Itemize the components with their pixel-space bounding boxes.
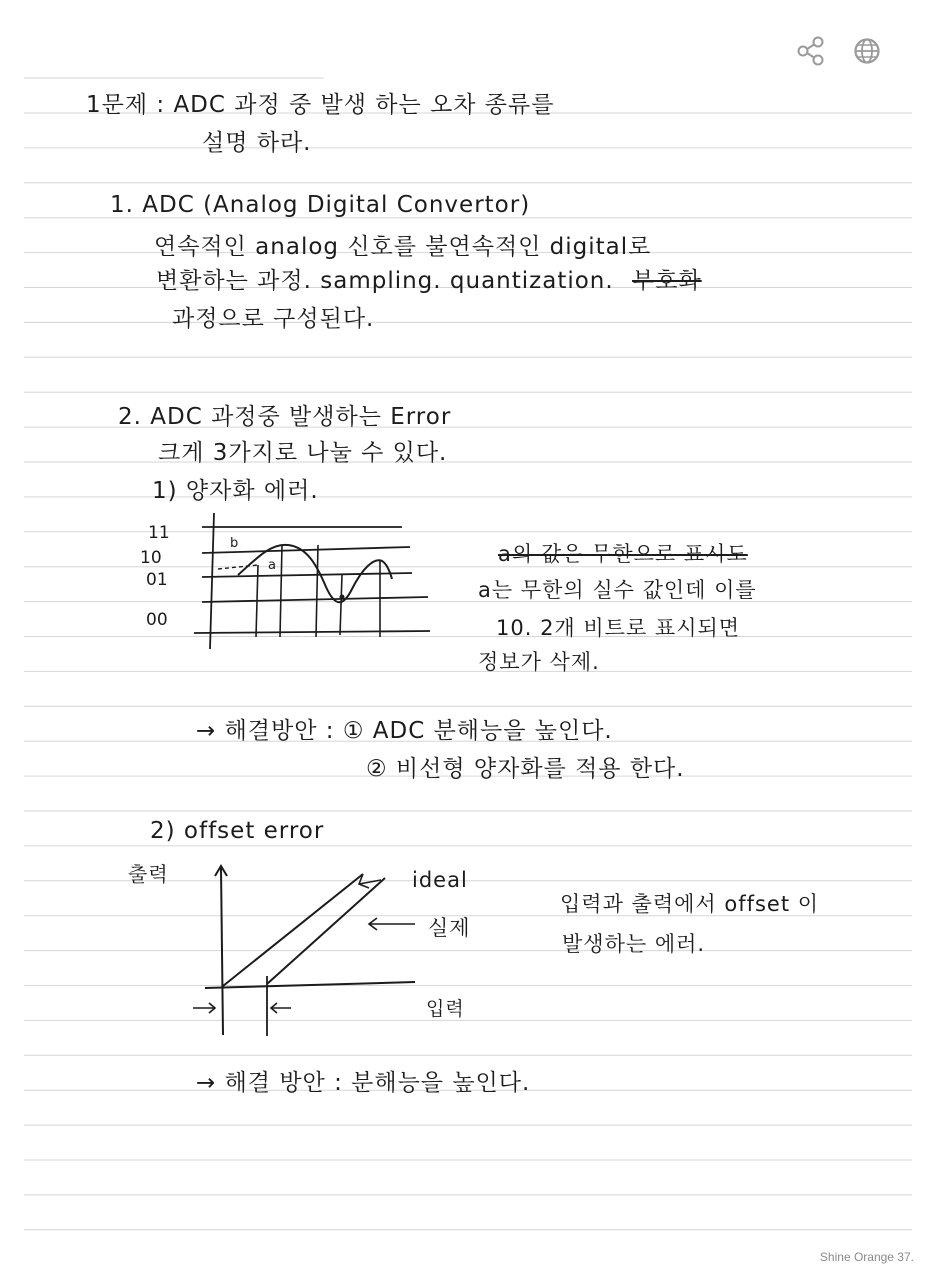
error-1-fix-2: ② 비선형 양자화를 적용 한다.: [366, 756, 685, 782]
quant-level-a: [202, 597, 428, 602]
error-1-fix-1: → 해결방안 : ① ADC 분해능을 높인다.: [196, 718, 613, 744]
error-1-note-strike: a의 값은 무한으로 표시도: [498, 542, 748, 566]
label-actual: 실제: [428, 916, 471, 940]
toolbar: [796, 36, 882, 66]
ideal-line: [223, 874, 363, 986]
question-line-2: 설명 하라.: [202, 130, 312, 156]
sample-line-3: [280, 545, 282, 637]
error-2-note-line-1: 입력과 출력에서 offset 이: [560, 892, 820, 916]
offset-arrow-right: [271, 1003, 291, 1013]
y-axis: [221, 868, 223, 1035]
share-button[interactable]: [796, 36, 826, 66]
section-1-line-3: [156, 262, 702, 295]
sample-line-5: [340, 575, 342, 635]
mark-b: b: [230, 536, 239, 551]
error-2-fix: → 해결 방안 : 분해능을 높인다.: [196, 1070, 531, 1096]
code-label-11: 11: [148, 523, 170, 543]
offset-arrow-left: [193, 1003, 215, 1013]
quant-level-00: [194, 631, 430, 633]
axis-label-output: 출력: [128, 862, 169, 886]
section-2-title: 2. ADC 과정중 발생하는 Error: [118, 404, 452, 430]
globe-icon: [853, 37, 881, 65]
share-icon: [797, 36, 825, 66]
question-line-1: 1문제 : ADC 과정 중 발생 하는 오차 종류를: [86, 92, 555, 118]
label-ideal: ideal: [412, 868, 468, 892]
error-1-note-line-2: a는 무한의 실수 값인데 이를: [478, 578, 757, 602]
quantization-sketch: [130, 505, 430, 655]
section-1-line-3-text: 변환하는 과정. sampling. quantization.: [156, 268, 614, 294]
x-axis: [205, 982, 415, 988]
axis-label-input: 입력: [426, 998, 465, 1020]
section-1-line-4: 과정으로 구성된다.: [172, 306, 375, 332]
mark-a: a: [268, 558, 276, 573]
footer-brand: Shine Orange 37.: [819, 1250, 914, 1264]
code-label-00: 00: [146, 610, 168, 630]
section-1-title: 1. ADC (Analog Digital Convertor): [110, 192, 531, 218]
code-label-01: 01: [146, 570, 168, 590]
error-1-title: 1) 양자화 에러.: [152, 478, 319, 504]
error-1-note-line-3: 10. 2개 비트로 표시되면: [496, 616, 741, 640]
error-1-note-line-4: 정보가 삭제.: [478, 650, 600, 674]
sample-line-4: [316, 545, 318, 637]
actual-pointer: [369, 918, 415, 930]
globe-button[interactable]: [852, 36, 882, 66]
dashed-marker: [218, 565, 258, 569]
section-1-line-3-strike: 부호화: [632, 268, 702, 294]
actual-line: [267, 878, 385, 984]
sample-point: [340, 595, 345, 600]
sample-line-1: [210, 513, 214, 649]
section-2-subtitle: 크게 3가지로 나눌 수 있다.: [158, 440, 448, 466]
section-1-line-2: 연속적인 analog 신호를 불연속적인 digital로: [154, 234, 652, 260]
error-2-title: 2) offset error: [150, 818, 325, 844]
code-label-10: 10: [140, 548, 162, 568]
error-2-note-line-2: 발생하는 에러.: [562, 932, 706, 956]
